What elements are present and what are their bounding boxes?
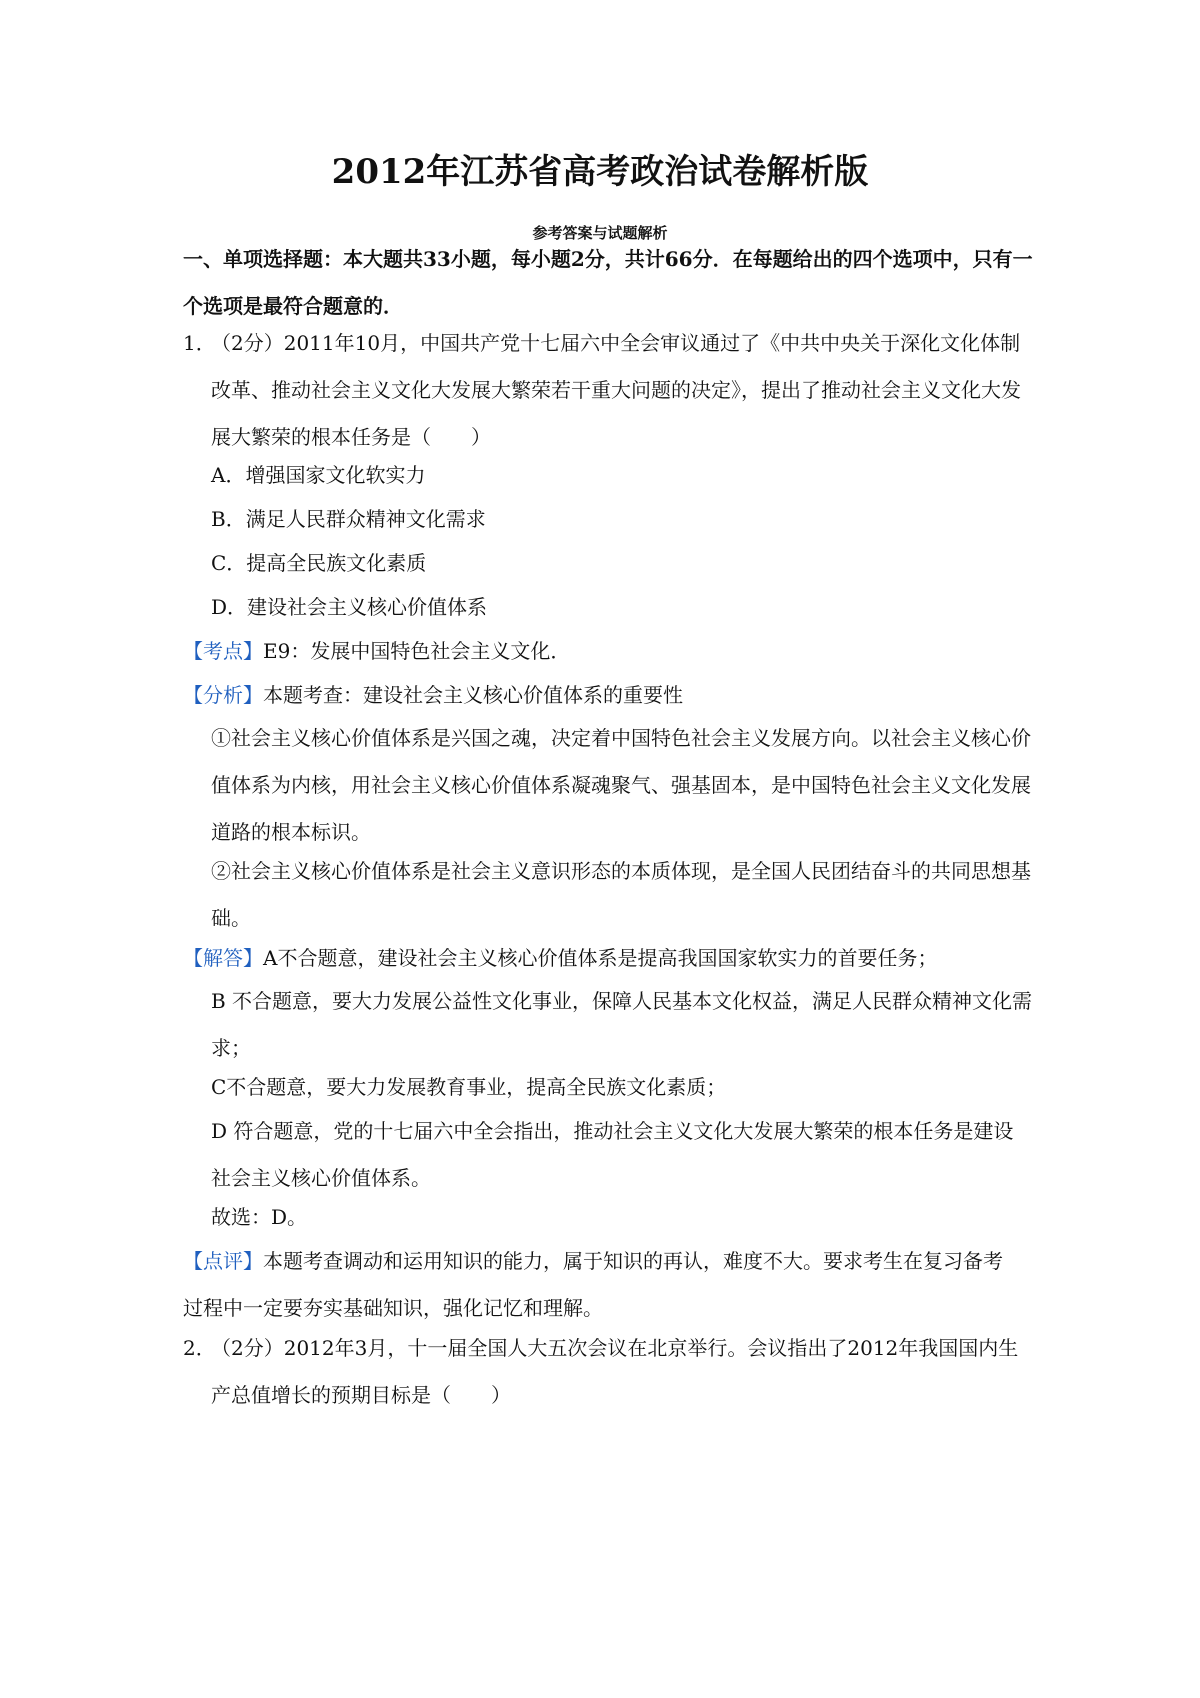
fenxi-block [183, 672, 1005, 719]
option-a: A．增强国家文化软实力 [211, 463, 426, 487]
question-stem: （2分）2012年3月，十一届全国人大五次会议在北京举行。会议指出了2012年我国国内生产总值增长的预期目标是（ ） [211, 1336, 1019, 1407]
dianping-block [183, 1238, 1005, 1332]
dianping-label: 【点评】 [183, 1249, 263, 1273]
fenxi-label: 【分析】 [183, 683, 263, 707]
jieda-c: C不合题意，要大力发展教育事业，提高全民族文化素质； [211, 1075, 727, 1099]
jieda-label: 【解答】 [183, 946, 263, 970]
kaodian-text: E9：发展中国特色社会主义文化． [263, 639, 571, 663]
answer-line: 故选：D。 [211, 1205, 308, 1229]
jieda-block [183, 935, 1005, 982]
fenxi-point-1: ①社会主义核心价值体系是兴国之魂，决定着中国特色社会主义发展方向。以社会主义核心价值体系为内核，用社会主义核心价值体系凝魂聚气、强基固本，是中国特色社会主义文化发展道路的根本标识。 [211, 726, 1031, 844]
question-1 [183, 320, 1033, 461]
jieda-a: A不合题意，建设社会主义核心价值体系是提高我国国家软实力的首要任务； [263, 946, 938, 970]
document-title: 2012年江苏省高考政治试卷解析版 [331, 152, 869, 192]
kaodian-block [183, 628, 1005, 675]
question-2 [183, 1325, 1033, 1419]
dianping-text: 本题考查调动和运用知识的能力，属于知识的再认，难度不大。要求考生在复习备考过程中一定要夯实基础知识，强化记忆和理解。 [183, 1249, 1003, 1320]
section-heading: 一、单项选择题：本大题共33小题，每小题2分，共计66分．在每题给出的四个选项中，只有一个选项是最符合题意的． [183, 247, 1033, 318]
document-subtitle: 参考答案与试题解析 [532, 224, 668, 242]
question-number: 2． [183, 1336, 216, 1360]
option-b: B．满足人民群众精神文化需求 [211, 507, 486, 531]
jieda-d: D 符合题意，党的十七届六中全会指出，推动社会主义文化大发展大繁荣的根本任务是建设社会主义核心价值体系。 [211, 1119, 1014, 1190]
question-number: 1． [183, 331, 216, 355]
fenxi-point-2: ②社会主义核心价值体系是社会主义意识形态的本质体现，是全国人民团结奋斗的共同思想基础。 [211, 859, 1031, 930]
option-d: D．建设社会主义核心价值体系 [211, 595, 488, 619]
option-c: C．提高全民族文化素质 [211, 551, 427, 575]
fenxi-text: 本题考查：建设社会主义核心价值体系的重要性 [263, 683, 683, 707]
question-stem: （2分）2011年10月，中国共产党十七届六中全会审议通过了《中共中央关于深化文化体制改革、推动社会主义文化大发展大繁荣若干重大问题的决定》，提出了推动社会主义文化大发展大繁荣的根本任务是（ ） [211, 331, 1021, 449]
kaodian-label: 【考点】 [183, 639, 263, 663]
jieda-b: B 不合题意，要大力发展公益性文化事业，保障人民基本文化权益，满足人民群众精神文化需求； [211, 989, 1033, 1060]
